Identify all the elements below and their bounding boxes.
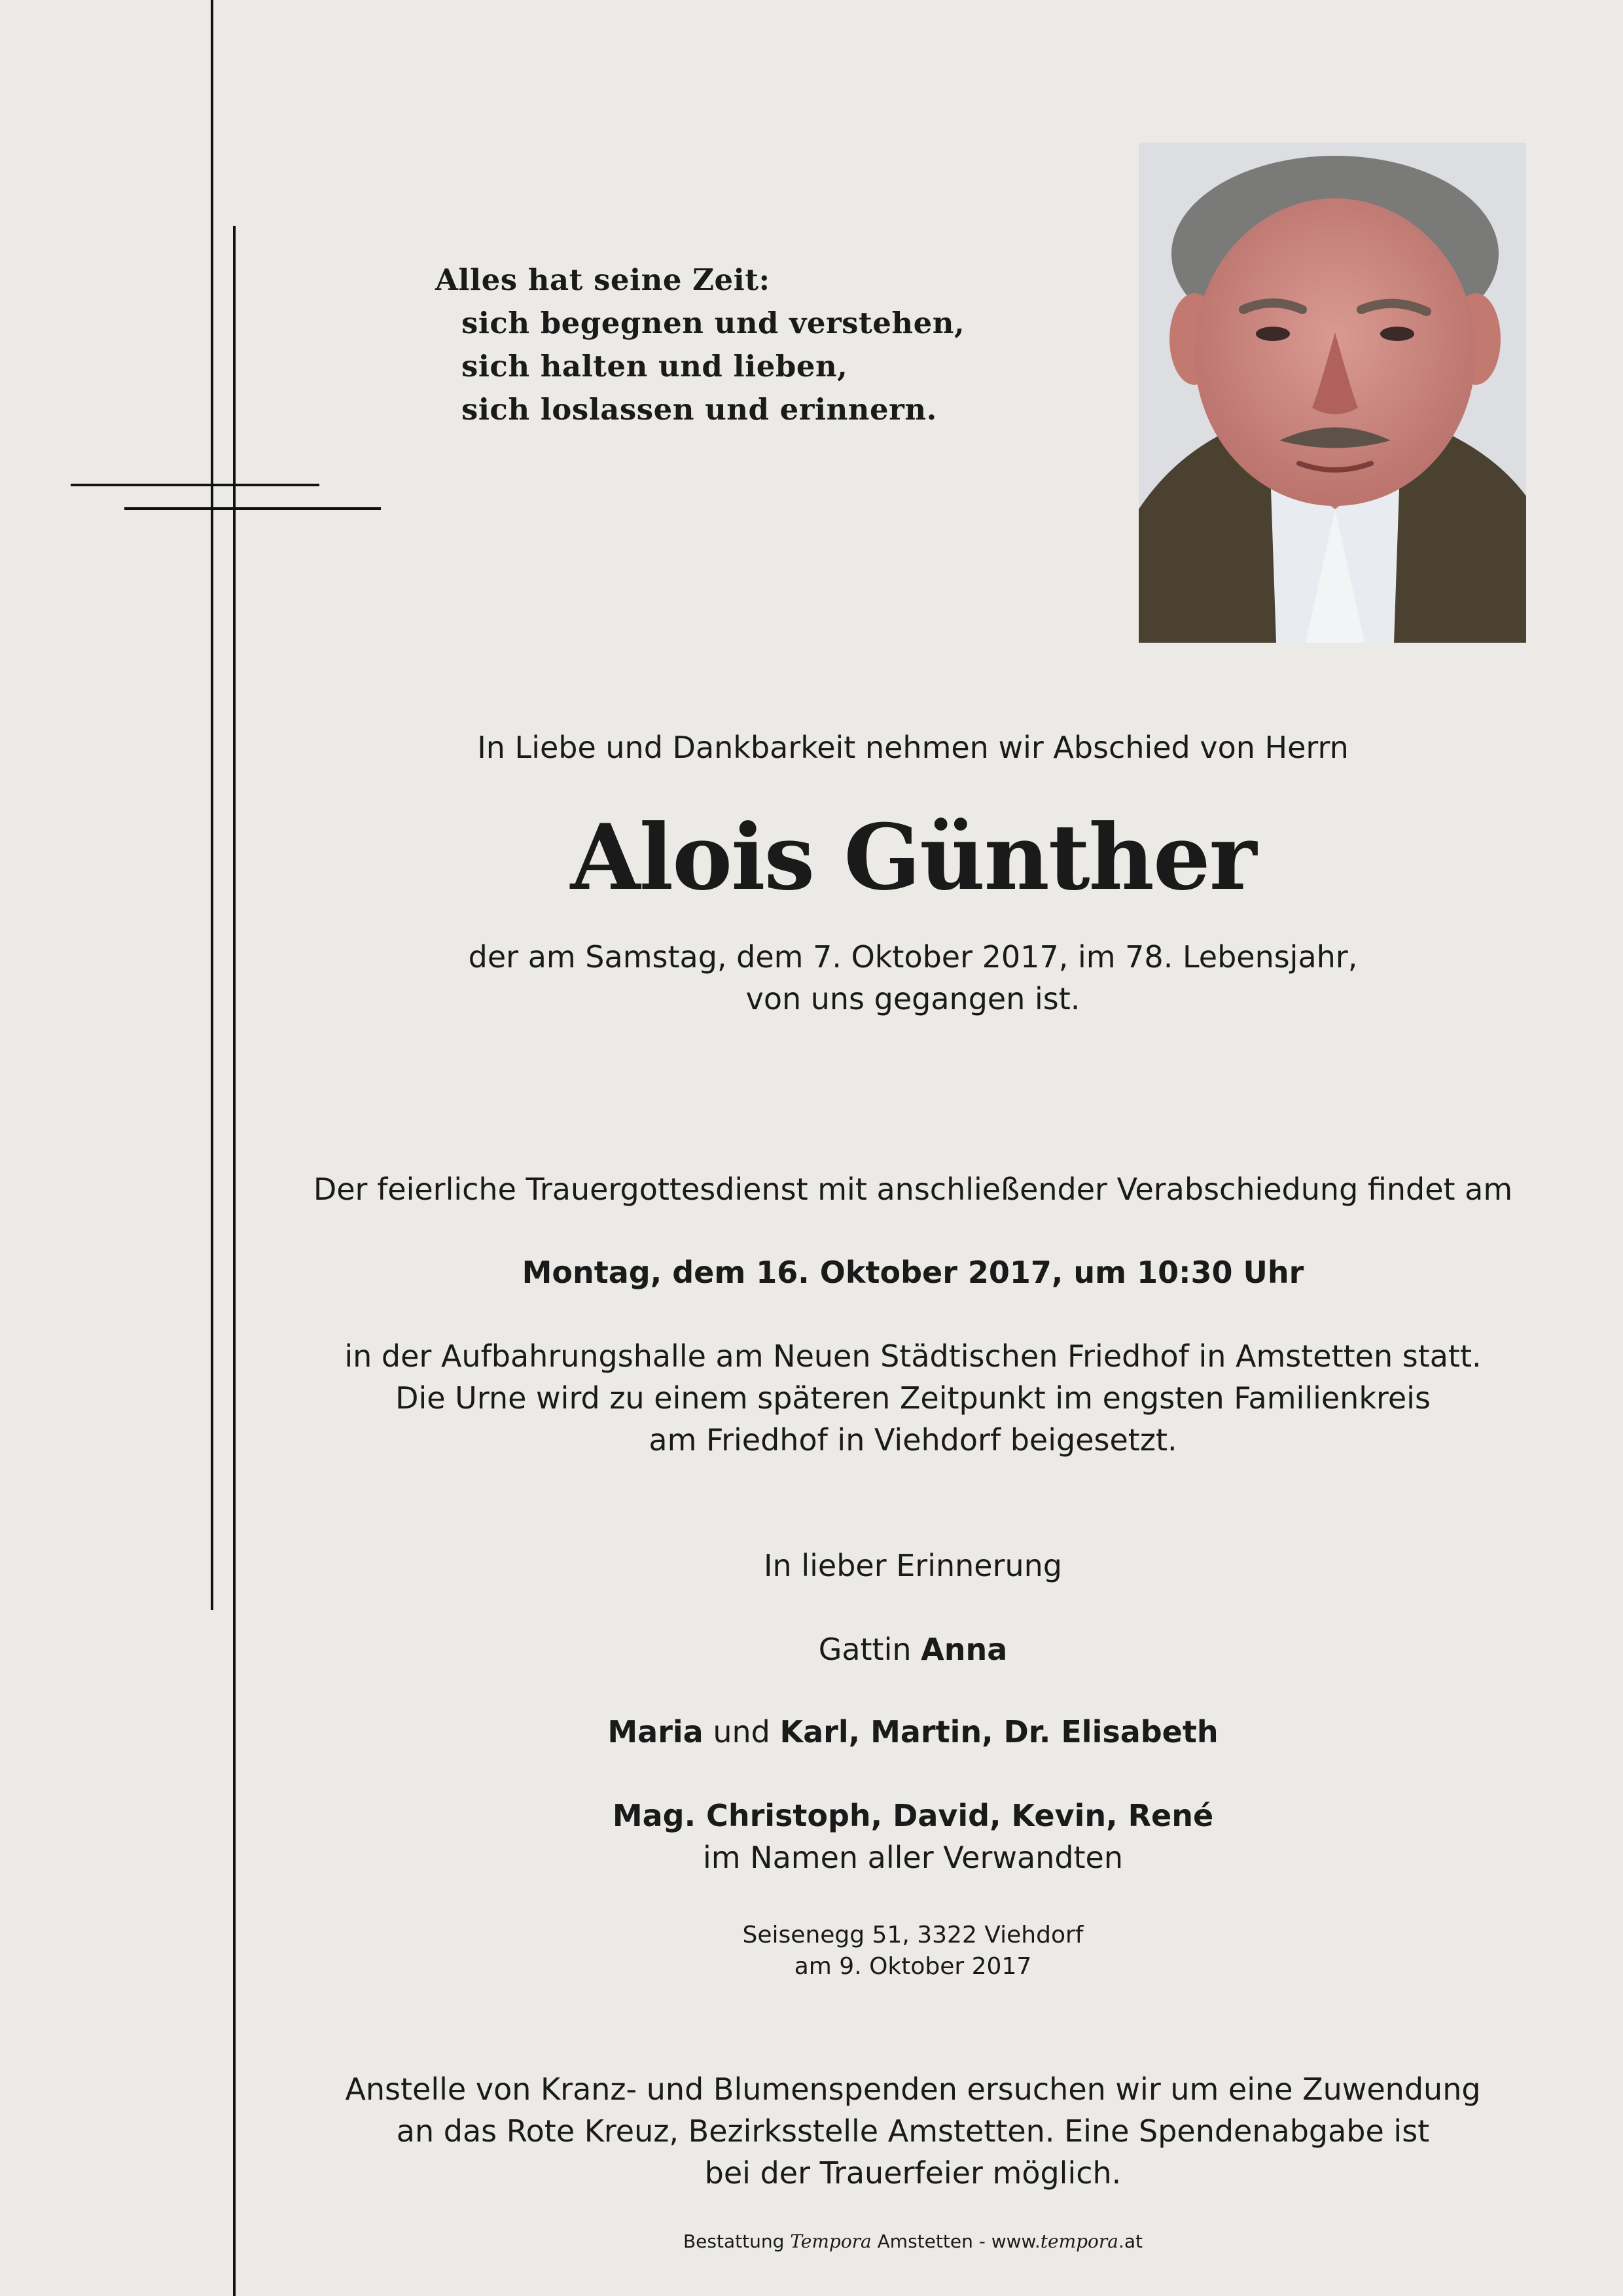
mourners-intro-line: In lieber Erinnerung — [763, 1548, 1063, 1583]
address-line: Seisenegg 51, 3322 Viehdorf — [742, 1922, 1084, 1948]
spouse-line — [0, 1628, 1623, 1670]
service-location-line: am Friedhof in Viehdorf beigesetzt. — [649, 1422, 1177, 1458]
children-line — [0, 1711, 1623, 1753]
spouse-prefix: Gattin — [818, 1632, 912, 1667]
grandchildren-block — [0, 1795, 1623, 1878]
poem-line: sich loslassen und erinnern. — [461, 392, 937, 427]
deceased-name-text: Alois Günther — [570, 804, 1256, 910]
donation-note — [0, 2068, 1623, 2194]
poem-line: sich begegnen und verstehen, — [461, 306, 965, 340]
address-date: am 9. Oktober 2017 — [794, 1953, 1032, 1980]
service-location-line: Die Urne wird zu einem späteren Zeitpunkt im engsten Familienkreis — [395, 1380, 1431, 1416]
portrait-photo — [1139, 143, 1526, 643]
cross-lower-horizontal-line — [124, 507, 381, 510]
mourners-intro — [0, 1545, 1623, 1587]
service-datetime-line: Montag, dem 16. Oktober 2017, um 10:30 Uhr — [522, 1255, 1304, 1290]
child-name: Maria — [607, 1714, 704, 1749]
service-location — [0, 1335, 1623, 1461]
footer-location: Amstetten - www. — [877, 2231, 1041, 2252]
poem-line: Alles hat seine Zeit: — [435, 262, 770, 297]
portrait-illustration — [1139, 143, 1526, 643]
footer-prefix: Bestattung — [683, 2231, 785, 2252]
donation-line: an das Rote Kreuz, Bezirksstelle Amstetten. Eine Spendenabgabe ist — [396, 2113, 1430, 2149]
address — [0, 1920, 1623, 1982]
deceased-name — [0, 804, 1623, 910]
footer-brand: Tempora — [790, 2231, 872, 2252]
footer-domain-suffix: .at — [1118, 2231, 1143, 2252]
relatives-line: im Namen aller Verwandten — [702, 1840, 1124, 1875]
footer — [0, 2229, 1623, 2255]
service-intro-line: Der feierliche Trauergottesdienst mit anschließender Verabschiedung findet am — [313, 1172, 1513, 1207]
service-intro — [0, 1168, 1623, 1210]
death-info-line: der am Samstag, dem 7. Oktober 2017, im 78. Lebensjahr, — [468, 939, 1358, 975]
intro-line: In Liebe und Dankbarkeit nehmen wir Abschied von Herrn — [477, 730, 1349, 765]
poem-line: sich halten und lieben, — [461, 349, 848, 384]
footer-domain-brand: tempora — [1040, 2231, 1118, 2252]
death-info — [0, 936, 1623, 1020]
spouse-name: Anna — [921, 1632, 1008, 1667]
intro-text — [0, 726, 1623, 768]
children-connector: und — [713, 1714, 770, 1749]
death-info-line: von uns gegangen ist. — [745, 981, 1080, 1016]
cross-upper-horizontal-line — [71, 484, 319, 486]
service-location-line: in der Aufbahrungshalle am Neuen Städtischen Friedhof in Amstetten statt. — [344, 1338, 1482, 1374]
poem — [435, 259, 965, 431]
donation-line: bei der Trauerfeier möglich. — [704, 2155, 1122, 2191]
donation-line: Anstelle von Kranz- und Blumenspenden ersuchen wir um eine Zuwendung — [345, 2072, 1481, 2107]
service-datetime — [0, 1251, 1623, 1293]
children-names: Karl, Martin, Dr. Elisabeth — [779, 1714, 1219, 1749]
grandchildren-names: Mag. Christoph, David, Kevin, René — [612, 1798, 1214, 1833]
